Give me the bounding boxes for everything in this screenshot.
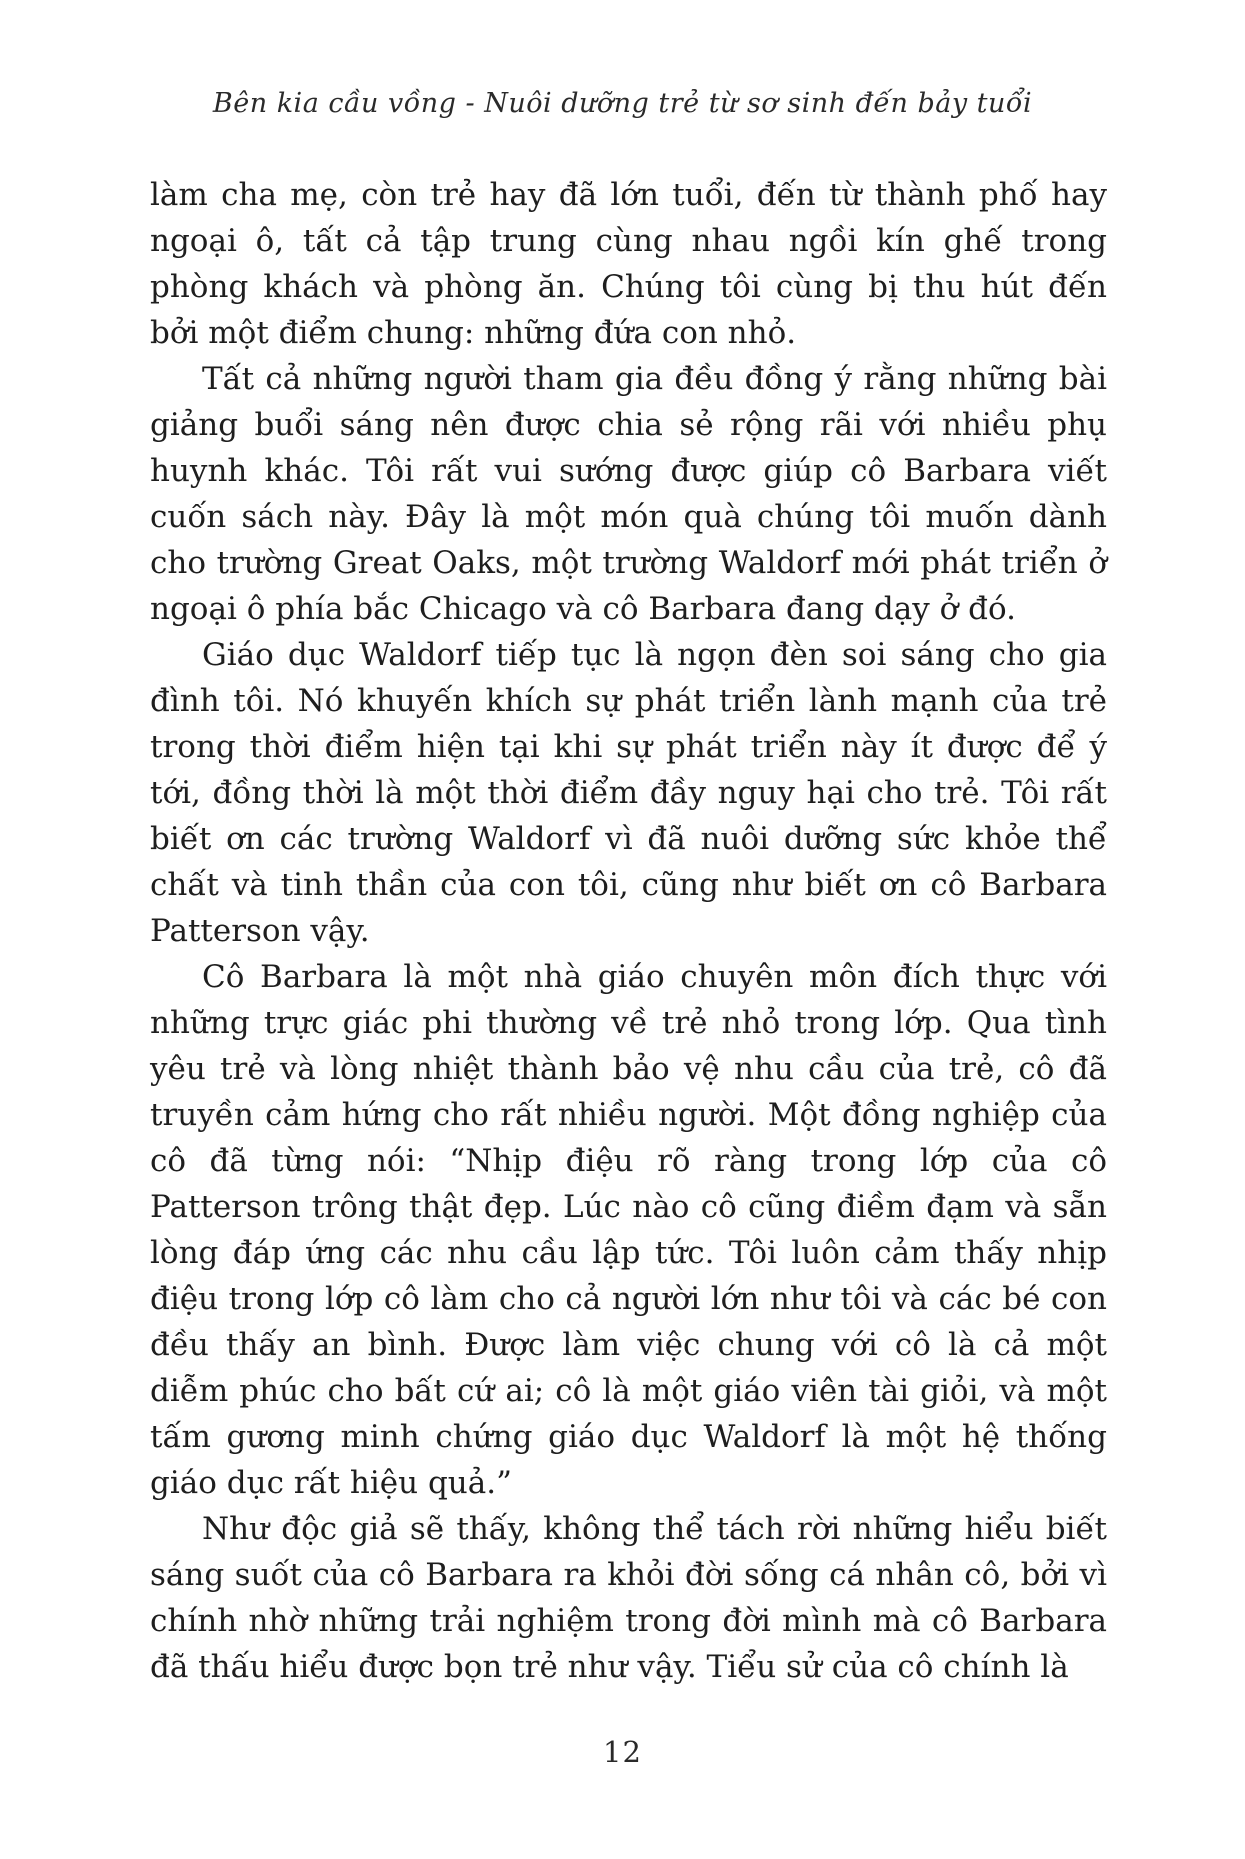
- body-text-block: [150, 172, 1107, 1690]
- body-paragraph: Tất cả những người tham gia đều đồng ý rằng những bài giảng buổi sáng nên được chia sẻ rộng rãi với nhiều phụ huynh khác. Tôi rất vui sướng được giúp cô Barbara viết cuốn sách này. Đây là một món quà chúng tôi muốn dành cho trường Great Oaks, một trường Waldorf mới phát triển ở ngoại ô phía bắc Chicago và cô Barbara đang dạy ở đó.: [150, 361, 1107, 627]
- body-paragraph: Như độc giả sẽ thấy, không thể tách rời những hiểu biết sáng suốt của cô Barbara ra khỏi đời sống cá nhân cô, bởi vì chính nhờ những trải nghiệm trong đời mình mà cô Barbara đã thấu hiểu được bọn trẻ như vậy. Tiểu sử của cô chính là: [150, 1511, 1107, 1685]
- body-paragraph: Cô Barbara là một nhà giáo chuyên môn đích thực với những trực giác phi thường về trẻ nhỏ trong lớp. Qua tình yêu trẻ và lòng nhiệt thành bảo vệ nhu cầu của trẻ, cô đã truyền cảm hứng cho rất nhiều người. Một đồng nghiệp của cô đã từng nói: “Nhịp điệu rõ ràng trong lớp của cô Patterson trông thật đẹp. Lúc nào cô cũng điềm đạm và sẵn lòng đáp ứng các nhu cầu lập tức. Tôi luôn cảm thấy nhịp điệu trong lớp cô làm cho cả người lớn như tôi và các bé con đều thấy an bình. Được làm việc chung với cô là cả một diễm phúc cho bất cứ ai; cô là một giáo viên tài giỏi, và một tấm gương minh chứng giáo dục Waldorf là một hệ thống giáo dục rất hiệu quả.”: [150, 959, 1107, 1501]
- running-header: Bên kia cầu vồng - Nuôi dưỡng trẻ từ sơ sinh đến bảy tuổi: [212, 88, 1033, 119]
- page-number: 12: [603, 1735, 642, 1769]
- body-paragraph: Giáo dục Waldorf tiếp tục là ngọn đèn soi sáng cho gia đình tôi. Nó khuyến khích sự phát triển lành mạnh của trẻ trong thời điểm hiện tại khi sự phát triển này ít được để ý tới, đồng thời là một thời điểm đầy nguy hại cho trẻ. Tôi rất biết ơn các trường Waldorf vì đã nuôi dưỡng sức khỏe thể chất và tinh thần của con tôi, cũng như biết ơn cô Barbara Patterson vậy.: [150, 637, 1107, 949]
- body-paragraph: làm cha mẹ, còn trẻ hay đã lớn tuổi, đến từ thành phố hay ngoại ô, tất cả tập trung cùng nhau ngồi kín ghế trong phòng khách và phòng ăn. Chúng tôi cùng bị thu hút đến bởi một điểm chung: những đứa con nhỏ.: [150, 177, 1107, 351]
